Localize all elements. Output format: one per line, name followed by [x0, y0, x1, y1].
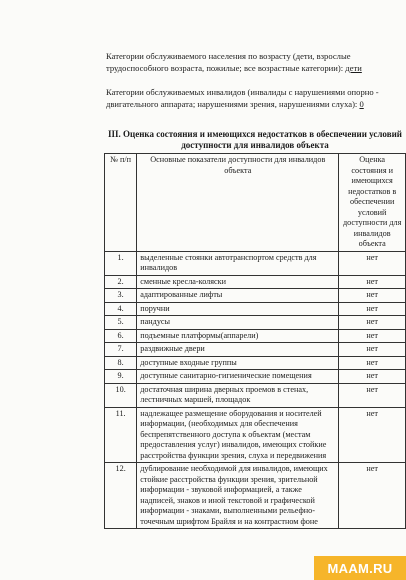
row-num: 8.	[105, 356, 137, 370]
age-categories-value: дети	[345, 63, 362, 73]
row-num: 5.	[105, 316, 137, 330]
row-indicator: адаптированные лифты	[137, 289, 339, 303]
row-indicator: раздвижные двери	[137, 343, 339, 357]
header-num: № п/п	[105, 154, 137, 252]
table-body	[105, 251, 406, 529]
row-num: 9.	[105, 370, 137, 384]
disabled-categories-text: Категории обслуживаемых инвалидов (инвалиды с нарушениями опорно - двигательного аппарата; нарушениями зрения, нарушениями слуха):	[106, 87, 379, 109]
table-row	[105, 289, 406, 303]
row-assessment: нет	[339, 383, 406, 407]
age-categories-text: Категории обслуживаемого населения по возрасту (дети, взрослые трудоспособного возраста, пожилые; все возрастные категории):	[106, 51, 351, 73]
row-assessment: нет	[339, 275, 406, 289]
row-num: 7.	[105, 343, 137, 357]
header-indicator: Основные показатели доступности для инвалидов объекта	[137, 154, 339, 252]
table-row	[105, 370, 406, 384]
row-indicator: дублирование необходимой для инвалидов, имеющих стойкие расстройства функции зрения, зрительной информации - звуковой информацией, а также надписей, знаков и иной текстовой и графической информации - знаками, выполненными рельефно- точечным шрифтом Брайля и на контрастном фоне	[137, 463, 339, 529]
table-row	[105, 356, 406, 370]
row-num: 4.	[105, 302, 137, 316]
disabled-categories-paragraph	[106, 86, 406, 110]
table-row	[105, 383, 406, 407]
row-assessment: нет	[339, 329, 406, 343]
row-num: 10.	[105, 383, 137, 407]
row-indicator: надлежащее размещение оборудования и носителей информации, (необходимых для обеспечения беспрепятственного доступа к объектам (местам предоставления услуг) инвалидов, имеющих стойкие расстройства функции зрения, слуха и передвижения	[137, 407, 339, 463]
row-num: 6.	[105, 329, 137, 343]
row-num: 11.	[105, 407, 137, 463]
row-indicator: достаточная ширина дверных проемов в стенах, лестничных маршей, площадок	[137, 383, 339, 407]
table-row	[105, 302, 406, 316]
row-indicator: доступные санитарно-гигиенические помещения	[137, 370, 339, 384]
table-row	[105, 343, 406, 357]
table-row	[105, 275, 406, 289]
row-num: 1.	[105, 251, 137, 275]
row-assessment: нет	[339, 251, 406, 275]
row-assessment: нет	[339, 289, 406, 303]
table-header-row	[105, 154, 406, 252]
row-assessment: нет	[339, 463, 406, 529]
table-row	[105, 463, 406, 529]
age-categories-paragraph	[106, 50, 406, 74]
header-assessment: Оценка состояния и имеющихся недостатков в обеспечении условий доступности для инвалидов объекта	[339, 154, 406, 252]
row-assessment: нет	[339, 356, 406, 370]
row-indicator: подъемные платформы(аппарели)	[137, 329, 339, 343]
section-title: III. Оценка состояния и имеющихся недостатков в обеспечении условий доступности для инвалидов объекта	[108, 129, 402, 150]
row-assessment: нет	[339, 407, 406, 463]
row-assessment: нет	[339, 343, 406, 357]
row-indicator: сменные кресла-коляски	[137, 275, 339, 289]
watermark-logo: MAAM.RU	[314, 556, 406, 580]
row-assessment: нет	[339, 316, 406, 330]
table-row	[105, 251, 406, 275]
row-assessment: нет	[339, 370, 406, 384]
table-row	[105, 407, 406, 463]
row-indicator: доступные входные группы	[137, 356, 339, 370]
row-indicator: поручни	[137, 302, 339, 316]
row-num: 12.	[105, 463, 137, 529]
row-num: 2.	[105, 275, 137, 289]
table-row	[105, 329, 406, 343]
row-assessment: нет	[339, 302, 406, 316]
row-indicator: выделенные стоянки автотранспортом средств для инвалидов	[137, 251, 339, 275]
table-row	[105, 316, 406, 330]
row-num: 3.	[105, 289, 137, 303]
accessibility-table	[104, 153, 406, 529]
disabled-categories-value: 0	[359, 99, 364, 109]
row-indicator: пандусы	[137, 316, 339, 330]
